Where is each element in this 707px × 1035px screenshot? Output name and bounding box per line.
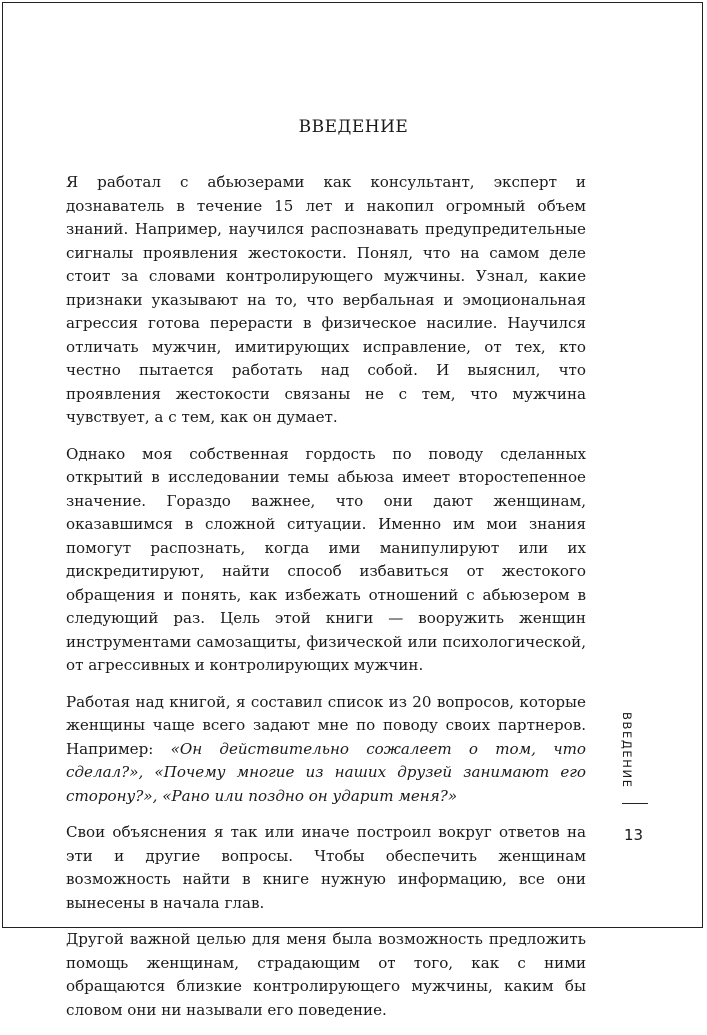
- body-text: [66, 171, 586, 1035]
- chapter-title: ВВЕДЕНИЕ: [298, 117, 409, 137]
- paragraph-3-text: Работая над книгой, я составил список из 20 вопросов, которые женщины чаще всего задают мне по поводу своих партнеров. Например:: [66, 692, 586, 758]
- paragraph-5: Другой важной целью для меня была возможность предложить помощь женщинам, страдающим от того, как с ними обращаются близкие контролирующего мужчины, каким бы словом они ни называли его поведение.: [66, 930, 586, 1019]
- paragraph-3-quotes: «Он действительно сожалеет о том, что сделал?», «Почему многие из наших друзей занимают его сторону?», «Рано или поздно он ударит меня?»: [66, 739, 586, 805]
- paragraph-2: Однако моя собственная гордость по поводу сделанных открытий в исследовании темы абьюза имеет второстепенное значение. Гораздо важнее, что они дают женщинам, оказавшимся в сложной ситуации. Именно им мои знания помогут распознать, когда ими манипулируют или их дискредитируют, найти способ избавиться от жестокого обращения и понять, как избежать отношений с абьюзером в следующий раз. Цель этой книги — вооружить женщин инструментами самозащиты, физической или психологической, от агрессивных и контролирующих мужчин.: [66, 444, 586, 674]
- running-head: ВВЕДЕНИЕ: [620, 712, 634, 789]
- running-head-rule: [622, 803, 648, 804]
- paragraph-1: Я работал с абьюзерами как консультант, эксперт и дознаватель в течение 15 лет и накопил огромный объем знаний. Например, научился распознавать предупредительные сигналы проявления жестокости. Понял, что на самом деле стоит за словами контролирующего мужчины. Узнал, какие признаки указывают на то, что вербальная и эмоциональная агрессия готова перерасти в физическое насилие. Научился отличать мужчин, имитирующих исправление, от тех, кто честно пытается работать над собой. И выяснил, что проявления жестокости связаны не с тем, что мужчина чувствует, а с тем, как он думает.: [66, 173, 586, 426]
- paragraph-4: Свои объяснения я так или иначе построил вокруг ответов на эти и другие вопросы. Чтобы обеспечить женщинам возможность найти в книге нужную информацию, все они вынесены в начала глав.: [66, 823, 586, 912]
- paragraph-3: [66, 691, 586, 809]
- page-number: 13: [624, 826, 644, 844]
